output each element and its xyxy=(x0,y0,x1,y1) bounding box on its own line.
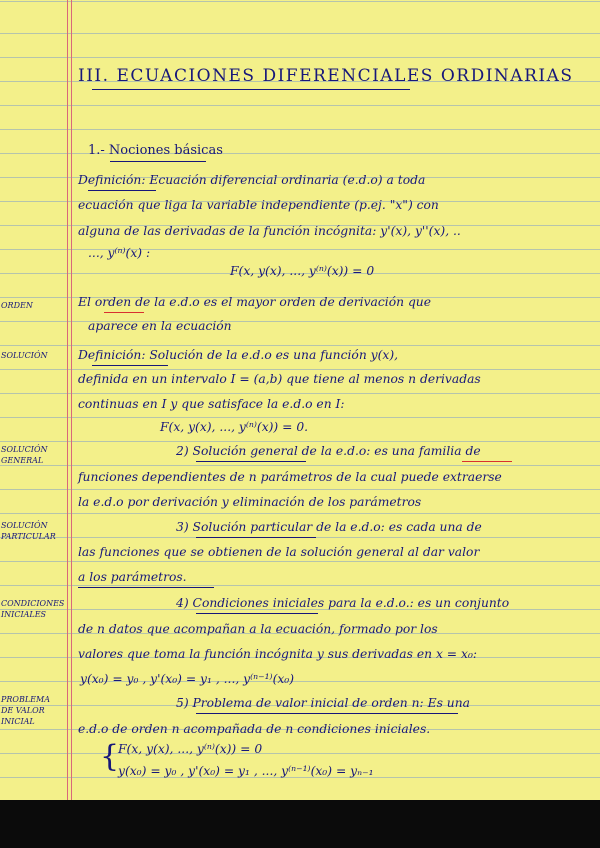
side-note: CONDICIONES INICIALES xyxy=(1,599,65,619)
equation: F(x, y(x), ..., y⁽ⁿ⁾(x)) = 0 xyxy=(230,264,375,278)
equation: y(x₀) = y₀ , y'(x₀) = y₁ , ..., y⁽ⁿ⁻¹⁾(x₀) xyxy=(80,672,295,686)
text-line: e.d.o de orden n acompañada de n condiciones iniciales. xyxy=(78,722,431,736)
text-line: aparece en la ecuación xyxy=(88,319,232,333)
text-line: continuas en I y que satisface la e.d.o en I: xyxy=(78,397,345,411)
text-line: de n datos que acompañan a la ecuación, formado por los xyxy=(78,622,438,636)
equation: y(x₀) = y₀ , y'(x₀) = y₁ , ..., y⁽ⁿ⁻¹⁾(x₀) = yₙ₋₁ xyxy=(118,764,374,778)
text-line: la e.d.o por derivación y eliminación de los parámetros xyxy=(78,495,422,509)
text-line: ecuación que liga la variable independiente (p.ej. "x") con xyxy=(78,198,439,212)
red-underline xyxy=(462,461,512,462)
text-line: alguna de las derivadas de la función incógnita: y'(x), y''(x), .. xyxy=(78,224,461,238)
text-line: valores que toma la función incógnita y sus derivadas en x = x₀: xyxy=(78,647,478,661)
text-line: definida en un intervalo I = (a,b) que tiene al menos n derivadas xyxy=(78,372,481,386)
side-note: ORDEN xyxy=(1,301,33,310)
text-line: 5) Problema de valor inicial de orden n: Es una xyxy=(176,696,470,710)
red-underline xyxy=(104,312,144,313)
brace: { xyxy=(100,739,120,774)
equation: F(x, y(x), ..., y⁽ⁿ⁾(x)) = 0. xyxy=(160,420,309,434)
text-line: 4) Condiciones iniciales para la e.d.o.: es un conjunto xyxy=(176,596,510,610)
section-underline xyxy=(110,161,206,162)
scan-background xyxy=(0,800,600,848)
underline xyxy=(196,537,316,538)
page-title: III. ECUACIONES DIFERENCIALES ORDINARIAS xyxy=(78,66,574,86)
underline xyxy=(92,365,168,366)
title-underline xyxy=(92,89,410,90)
text-line: Definición: Solución de la e.d.o es una función y(x), xyxy=(78,348,399,362)
margin-line xyxy=(71,0,72,800)
text-line: las funciones que se obtienen de la solución general al dar valor xyxy=(78,545,480,559)
underline xyxy=(196,713,458,714)
text-line: a los parámetros. xyxy=(78,570,187,584)
side-note: PROBLEMA DE VALOR INICIAL xyxy=(1,695,50,726)
margin-line xyxy=(67,0,68,800)
text-line: 3) Solución particular de la e.d.o: es cada una de xyxy=(176,520,482,534)
side-note: SOLUCIÓN xyxy=(1,351,48,360)
side-note: SOLUCIÓN PARTICULAR xyxy=(1,521,56,541)
text-line: ..., y⁽ⁿ⁾(x) : xyxy=(88,246,151,260)
equation: F(x, y(x), ..., y⁽ⁿ⁾(x)) = 0 xyxy=(118,742,263,756)
side-note: SOLUCIÓN GENERAL xyxy=(1,445,48,465)
underline xyxy=(196,613,318,614)
text-line: Definición: Ecuación diferencial ordinaria (e.d.o) a toda xyxy=(78,173,426,187)
underline xyxy=(78,587,214,588)
text-line: funciones dependientes de n parámetros de la cual puede extraerse xyxy=(78,470,502,484)
section-heading: 1.- Nociones básicas xyxy=(88,143,223,158)
underline xyxy=(88,190,156,191)
text-line: 2) Solución general de la e.d.o: es una familia de xyxy=(176,444,481,458)
underline xyxy=(196,461,306,462)
text-line: El orden de la e.d.o es el mayor orden de derivación que xyxy=(78,295,432,309)
